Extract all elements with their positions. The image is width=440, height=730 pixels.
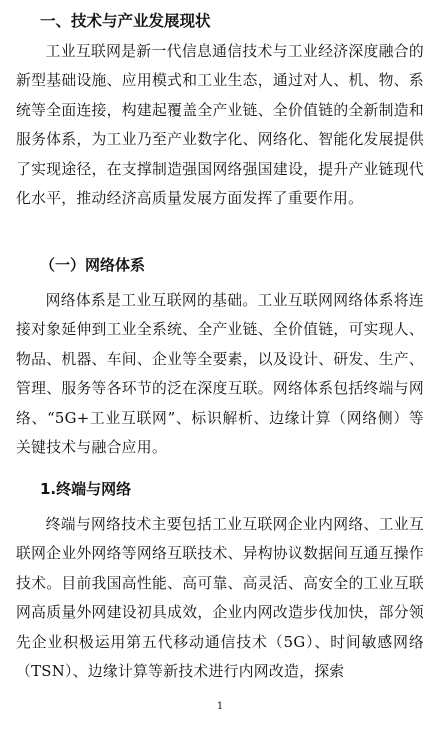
page-number: 1 bbox=[216, 701, 224, 712]
subsection-heading: （一）网络体系 bbox=[40, 256, 146, 274]
network-paragraph: 网络体系是工业互联网的基础。工业互联网网络体系将连接对象延伸到工业全系统、全产业链、全价值链，可实现人、物品、机器、车间、企业等全要素，以及设计、研发、生产、管理、服务等各环节的泛在深度互联。网络体系包括终端与网络、“5G+工业互联网”、标识解析、边缘计算（网络侧）等关键技术与融合应用。 bbox=[16, 292, 424, 457]
intro-paragraph: 工业互联网是新一代信息通信技术与工业经济深度融合的新型基础设施、应用模式和工业生态，通过对人、机、物、系统等全面连接，构建起覆盖全产业链、全价值链的全新制造和服务体系，为工业乃至产业数字化、网络化、智能化发展提供了实现途径，在支撑制造强国网络强国建设，提升产业链现代化水平，推动经济高质量发展方面发挥了重要作用。 bbox=[16, 43, 424, 208]
section-heading: 一、技术与产业发展现状 bbox=[40, 12, 211, 30]
terminal-paragraph: 终端与网络技术主要包括工业互联网企业内网络、工业互联网企业外网络等网络互联技术、异构协议数据间互通互操作技术。目前我国高性能、高可靠、高灵活、高安全的工业互联网高质量外网建设初具成效，企业内网改造步伐加快，部分领先企业积极运用第五代移动通信技术（5G）、时间敏感网络（TSN）、边缘计算等新技术进行内网改造，探索 bbox=[16, 516, 424, 681]
item-heading: 1.终端与网络 bbox=[40, 480, 132, 498]
